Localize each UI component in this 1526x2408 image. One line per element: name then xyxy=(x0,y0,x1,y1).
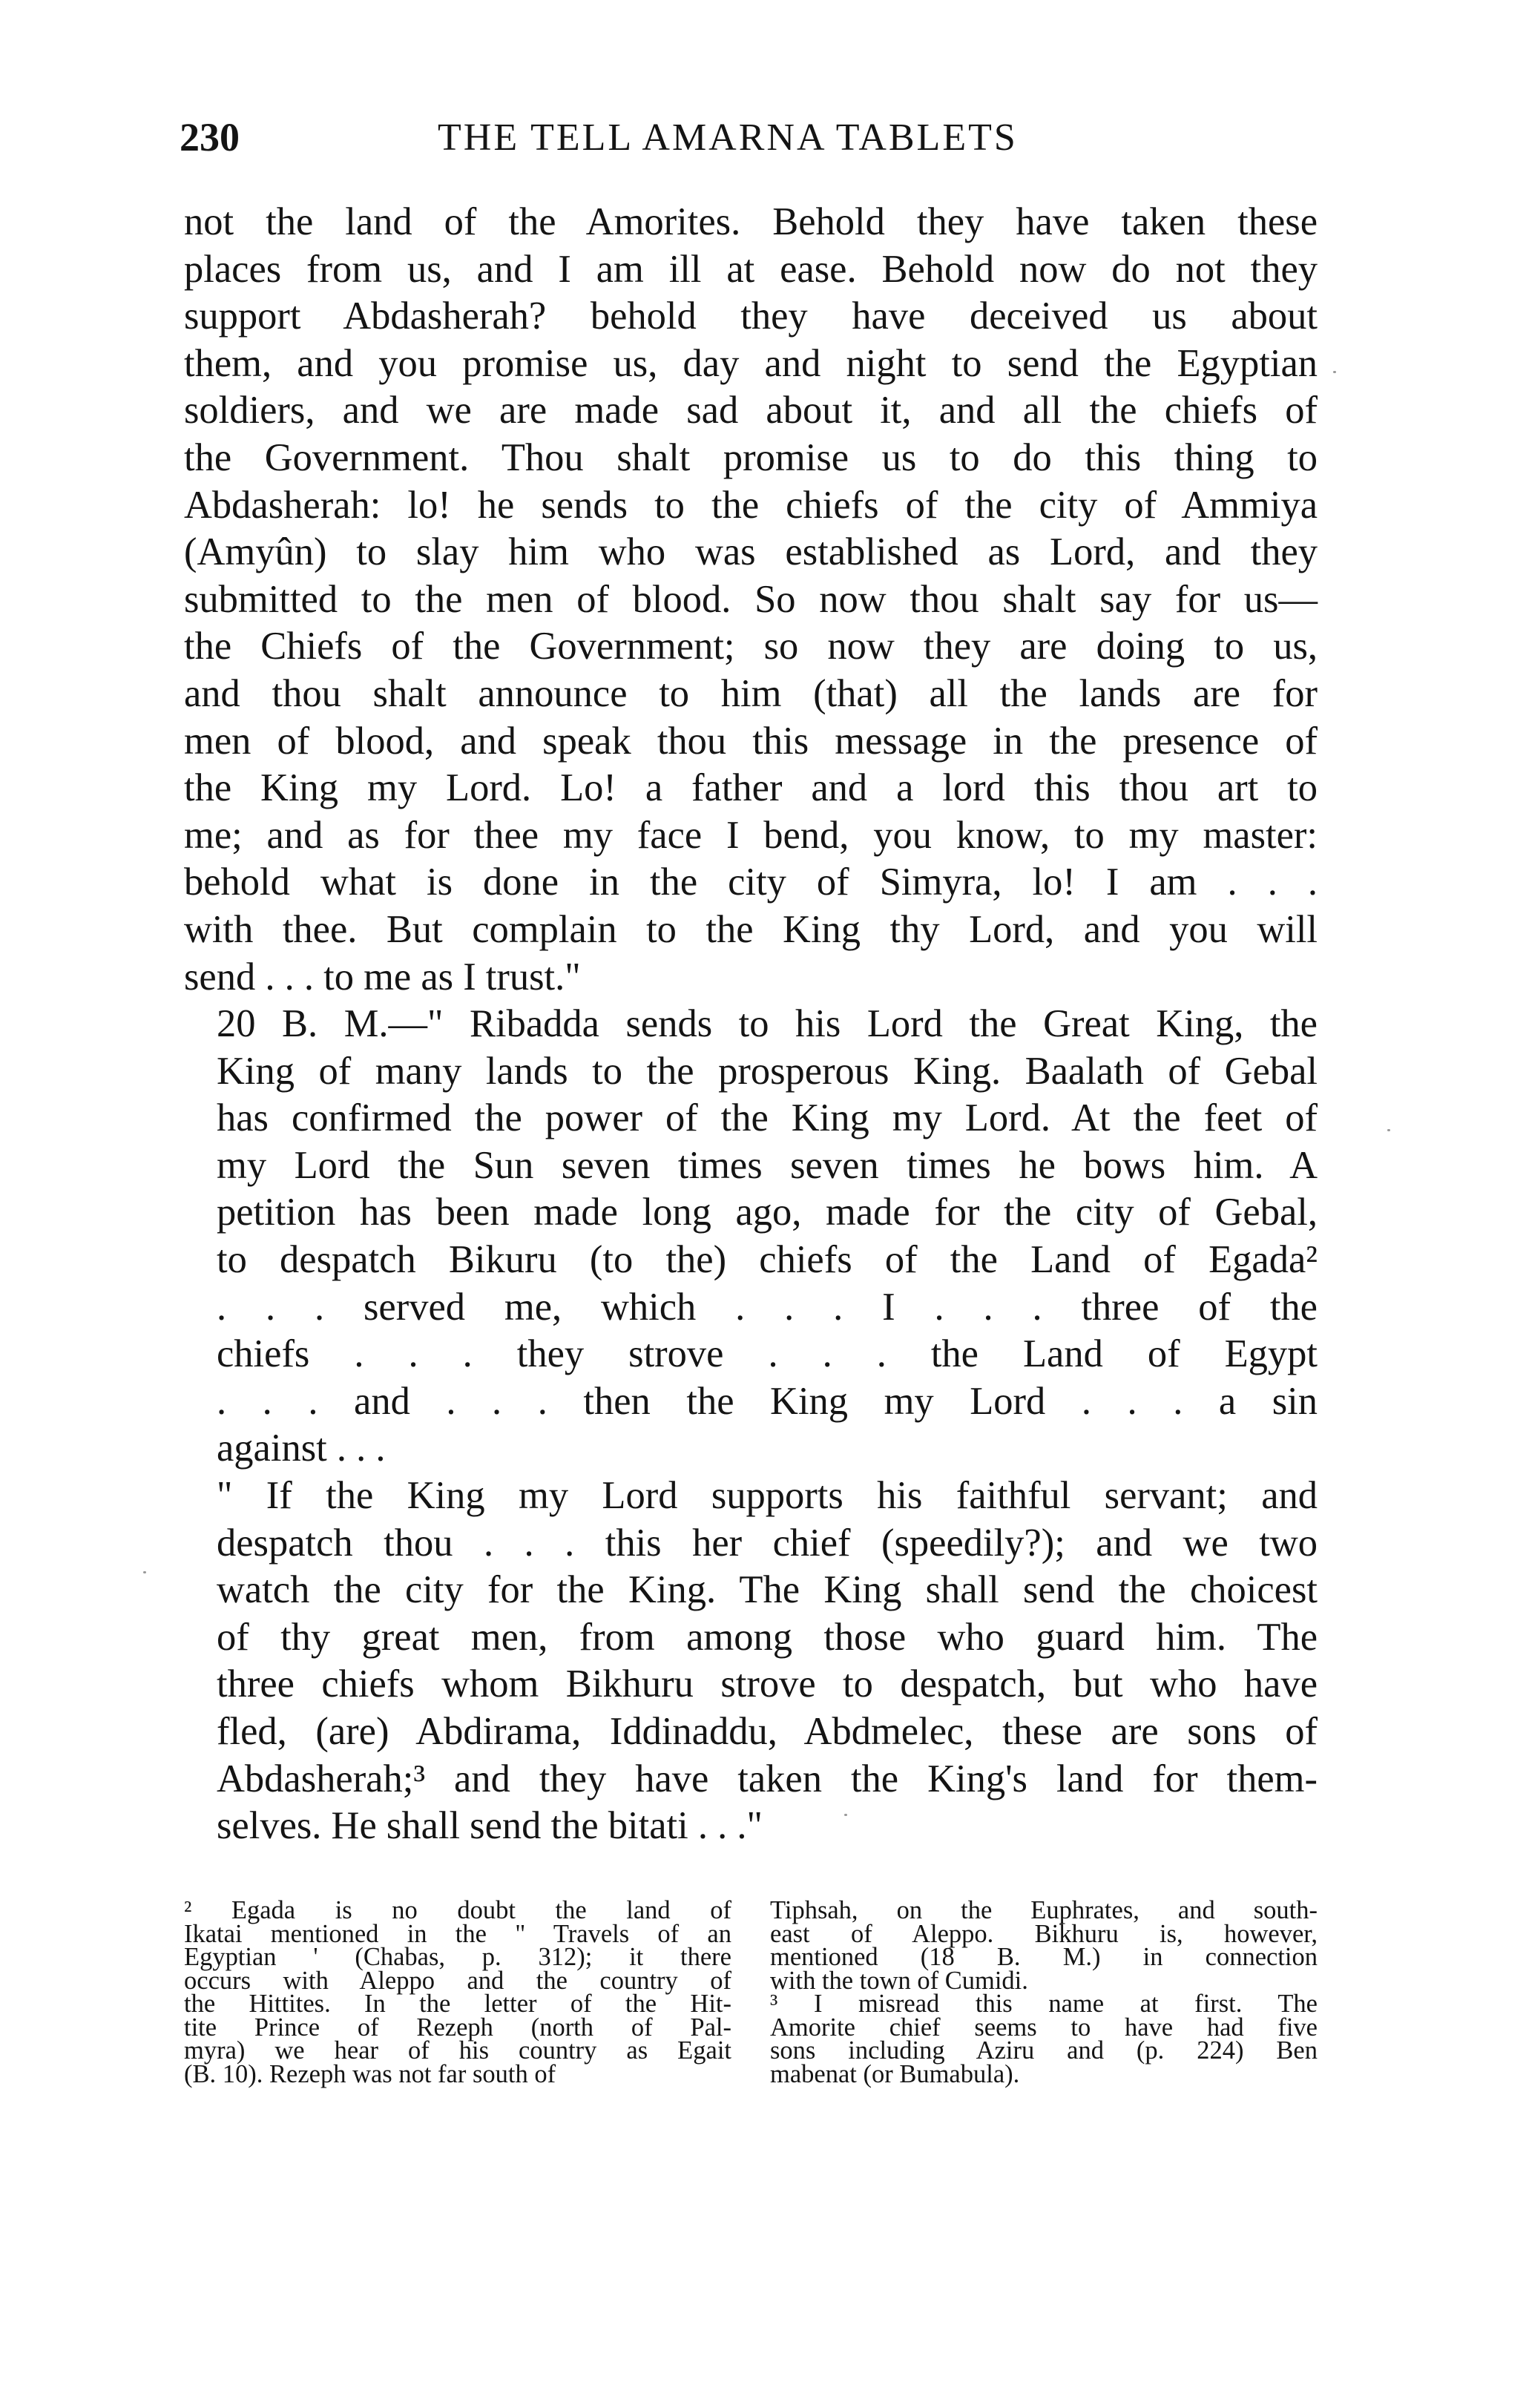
text-line: Abdasherah;³ and they have taken the King's land for them- xyxy=(217,1757,1318,1800)
text-line: me; and as for thee my face I bend, you know, to my master: xyxy=(184,813,1318,857)
footnote-line: Ikatai mentioned in the " Travels of an xyxy=(184,1919,731,1948)
footnote-line: Amorite chief seems to have had five xyxy=(770,2013,1318,2042)
text-line: of thy great men, from among those who guard him. The xyxy=(217,1615,1318,1659)
text-line: men of blood, and speak thou this message in the presence of xyxy=(184,719,1318,763)
running-title: THE TELL AMARNA TABLETS xyxy=(438,116,1018,159)
text-line: petition has been made long ago, made for the city of Gebal, xyxy=(217,1191,1318,1234)
paragraph xyxy=(184,1001,1318,1473)
text-line: my Lord the Sun seven times seven times he bows him. A xyxy=(217,1143,1318,1187)
footnote-line: (B. 10). Rezeph was not far south of xyxy=(184,2059,556,2088)
text-line: soldiers, and we are made sad about it, and all the chiefs of xyxy=(184,389,1318,432)
footnote-line: east of Aleppo. Bikhuru is, however, xyxy=(770,1919,1318,1948)
footnote-line: tite Prince of Rezeph (north of Pal- xyxy=(184,2013,731,2042)
text-line: despatch thou . . . this her chief (speedily?); and we two xyxy=(217,1521,1318,1565)
footnote-line: myra) we hear of his country as Egait xyxy=(184,2036,731,2065)
text-line: fled, (are) Abdirama, Iddinaddu, Abdmelec, these are sons of xyxy=(217,1710,1318,1753)
text-line: 20 B. M.—" Ribadda sends to his Lord the Great King, the xyxy=(217,1002,1318,1046)
footnote-line: Tiphsah, on the Euphrates, and south- xyxy=(770,1896,1318,1924)
text-line: " If the King my Lord supports his faithful servant; and xyxy=(217,1474,1318,1518)
paragraph xyxy=(184,199,1318,1001)
text-line: watch the city for the King. The King shall send the choicest xyxy=(217,1568,1318,1612)
text-line: selves. He shall send the bitati . . ." xyxy=(217,1804,763,1848)
text-line: three chiefs whom Bikhuru strove to despatch, but who have xyxy=(217,1662,1318,1706)
text-line: with thee. But complain to the King thy Lord, and you will xyxy=(184,907,1318,951)
footnotes xyxy=(184,1896,1318,2088)
text-line: the Chiefs of the Government; so now they are doing to us, xyxy=(184,625,1318,668)
footnote-column-left xyxy=(184,1896,731,2088)
body-text xyxy=(184,199,1318,1850)
footnote-line: the Hittites. In the letter of the Hit- xyxy=(184,1990,731,2018)
text-line: King of many lands to the prosperous King. Baalath of Gebal xyxy=(217,1049,1318,1093)
footnote-column-right xyxy=(770,1896,1318,2088)
text-line: against . . . xyxy=(217,1427,386,1470)
text-line: (Amyûn) to slay him who was established as Lord, and they xyxy=(184,530,1318,574)
text-line: behold what is done in the city of Simyra, lo! I am . . . xyxy=(184,861,1318,904)
footnote-line: sons including Aziru and (p. 224) Ben xyxy=(770,2036,1318,2065)
text-line: and thou shalt announce to him (that) all the lands are for xyxy=(184,671,1318,715)
text-line: places from us, and I am ill at ease. Behold now do not they xyxy=(184,247,1318,291)
text-line: send . . . to me as I trust." xyxy=(184,955,581,999)
text-line: them, and you promise us, day and night to send the Egyptian xyxy=(184,341,1318,385)
page-number: 230 xyxy=(180,115,240,159)
footnote-line: mabenat (or Bumabula). xyxy=(770,2059,1020,2088)
text-line: chiefs . . . they strove . . . the Land of Egypt xyxy=(217,1332,1318,1376)
text-line: support Abdasherah? behold they have deceived us about xyxy=(184,295,1318,338)
footnote-line: ³ I misread this name at first. The xyxy=(770,1990,1318,2018)
text-line: the Government. Thou shalt promise us to do this thing to xyxy=(184,435,1318,479)
text-line: . . . served me, which . . . I . . . three of the xyxy=(217,1285,1318,1329)
footnote-line: Egyptian ' (Chabas, p. 312); it there xyxy=(184,1943,731,1971)
footnote-line: mentioned (18 B. M.) in connection xyxy=(770,1943,1318,1971)
footnote-line: with the town of Cumidi. xyxy=(770,1966,1028,1995)
text-line: the King my Lord. Lo! a father and a lord this thou art to xyxy=(184,766,1318,810)
text-line: to despatch Bikuru (to the) chiefs of the Land of Egada² xyxy=(217,1238,1318,1282)
text-line: has confirmed the power of the King my Lord. At the feet of xyxy=(217,1096,1318,1140)
paragraph xyxy=(184,1473,1318,1850)
footnote-line: occurs with Aleppo and the country of xyxy=(184,1966,731,1995)
text-line: . . . and . . . then the King my Lord . . . a sin xyxy=(217,1379,1318,1423)
text-line: Abdasherah: lo! he sends to the chiefs of the city of Ammiya xyxy=(184,483,1318,527)
footnote-line: ² Egada is no doubt the land of xyxy=(184,1896,731,1924)
text-line: not the land of the Amorites. Behold they have taken these xyxy=(184,200,1318,243)
text-line: submitted to the men of blood. So now thou shalt say for us— xyxy=(184,577,1318,621)
